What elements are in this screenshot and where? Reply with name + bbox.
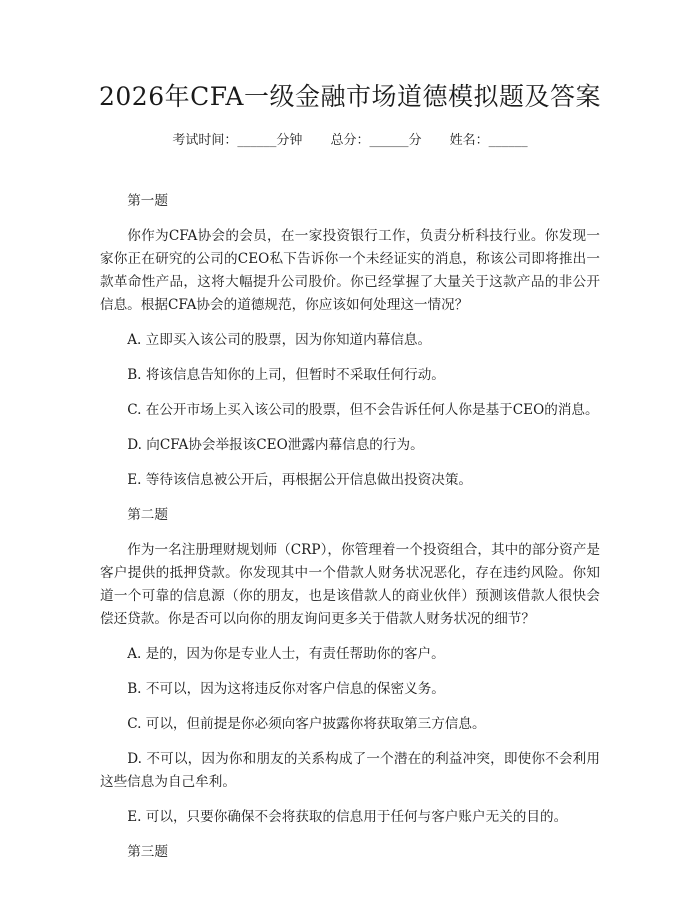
document-title: 2026年CFA一级金融市场道德模拟题及答案 <box>99 82 601 111</box>
question-2 <box>100 504 600 829</box>
student-name-field: 姓名：______ <box>449 133 528 148</box>
question-heading: 第二题 <box>127 507 168 523</box>
option-a: A. 立即买入该公司的股票，因为你知道内幕信息。 <box>127 332 432 348</box>
option-c: C. 可以，但前提是你必须向客户披露你将获取第三方信息。 <box>127 716 486 732</box>
option-e: E. 等待该信息被公开后，再根据公开信息做出投资决策。 <box>127 472 473 488</box>
question-3 <box>100 841 600 864</box>
exam-time-field: 考试时间：______分钟 <box>172 133 303 148</box>
question-stem: 作为一名注册理财规划师（CRP），你管理着一个投资组合，其中的部分资产是客户提供的抵押贷款。你发现其中一个借款人财务状况恶化，存在违约风险。你知道一个可靠的信息源（你的朋友，也是该借款人的商业伙伴）预测该借款人很快会偿还贷款。你是否可以向你的朋友询问更多关于借款人财务状况的细节？ <box>100 542 600 627</box>
option-b: B. 不可以，因为这将违反你对客户信息的保密义务。 <box>127 681 445 697</box>
document-body <box>100 190 600 876</box>
question-1 <box>100 190 600 492</box>
question-heading: 第三题 <box>127 844 168 860</box>
exam-meta-line <box>0 130 700 152</box>
option-a: A. 是的，因为你是专业人士，有责任帮助你的客户。 <box>127 646 445 662</box>
option-b: B. 将该信息告知你的上司，但暂时不采取任何行动。 <box>127 367 445 383</box>
option-c: C. 在公开市场上买入该公司的股票，但不会告诉任何人你是基于CEO的消息。 <box>127 402 599 418</box>
total-score-field: 总分：______分 <box>330 133 422 148</box>
question-heading: 第一题 <box>127 193 168 209</box>
option-d: D. 不可以，因为你和朋友的关系构成了一个潜在的利益冲突，即使你不会利用这些信息为自己牟利。 <box>100 751 600 790</box>
option-d: D. 向CFA协会举报该CEO泄露内幕信息的行为。 <box>127 437 424 453</box>
question-stem: 你作为CFA协会的会员，在一家投资银行工作，负责分析科技行业。你发现一家你正在研究的公司的CEO私下告诉你一个未经证实的消息，称该公司即将推出一款革命性产品，这将大幅提升公司股价。你已经掌握了大量关于这款产品的非公开信息。根据CFA协会的道德规范，你应该如何处理这一情况？ <box>100 228 600 313</box>
option-e: E. 可以，只要你确保不会将获取的信息用于任何与客户账户无关的目的。 <box>127 809 568 825</box>
